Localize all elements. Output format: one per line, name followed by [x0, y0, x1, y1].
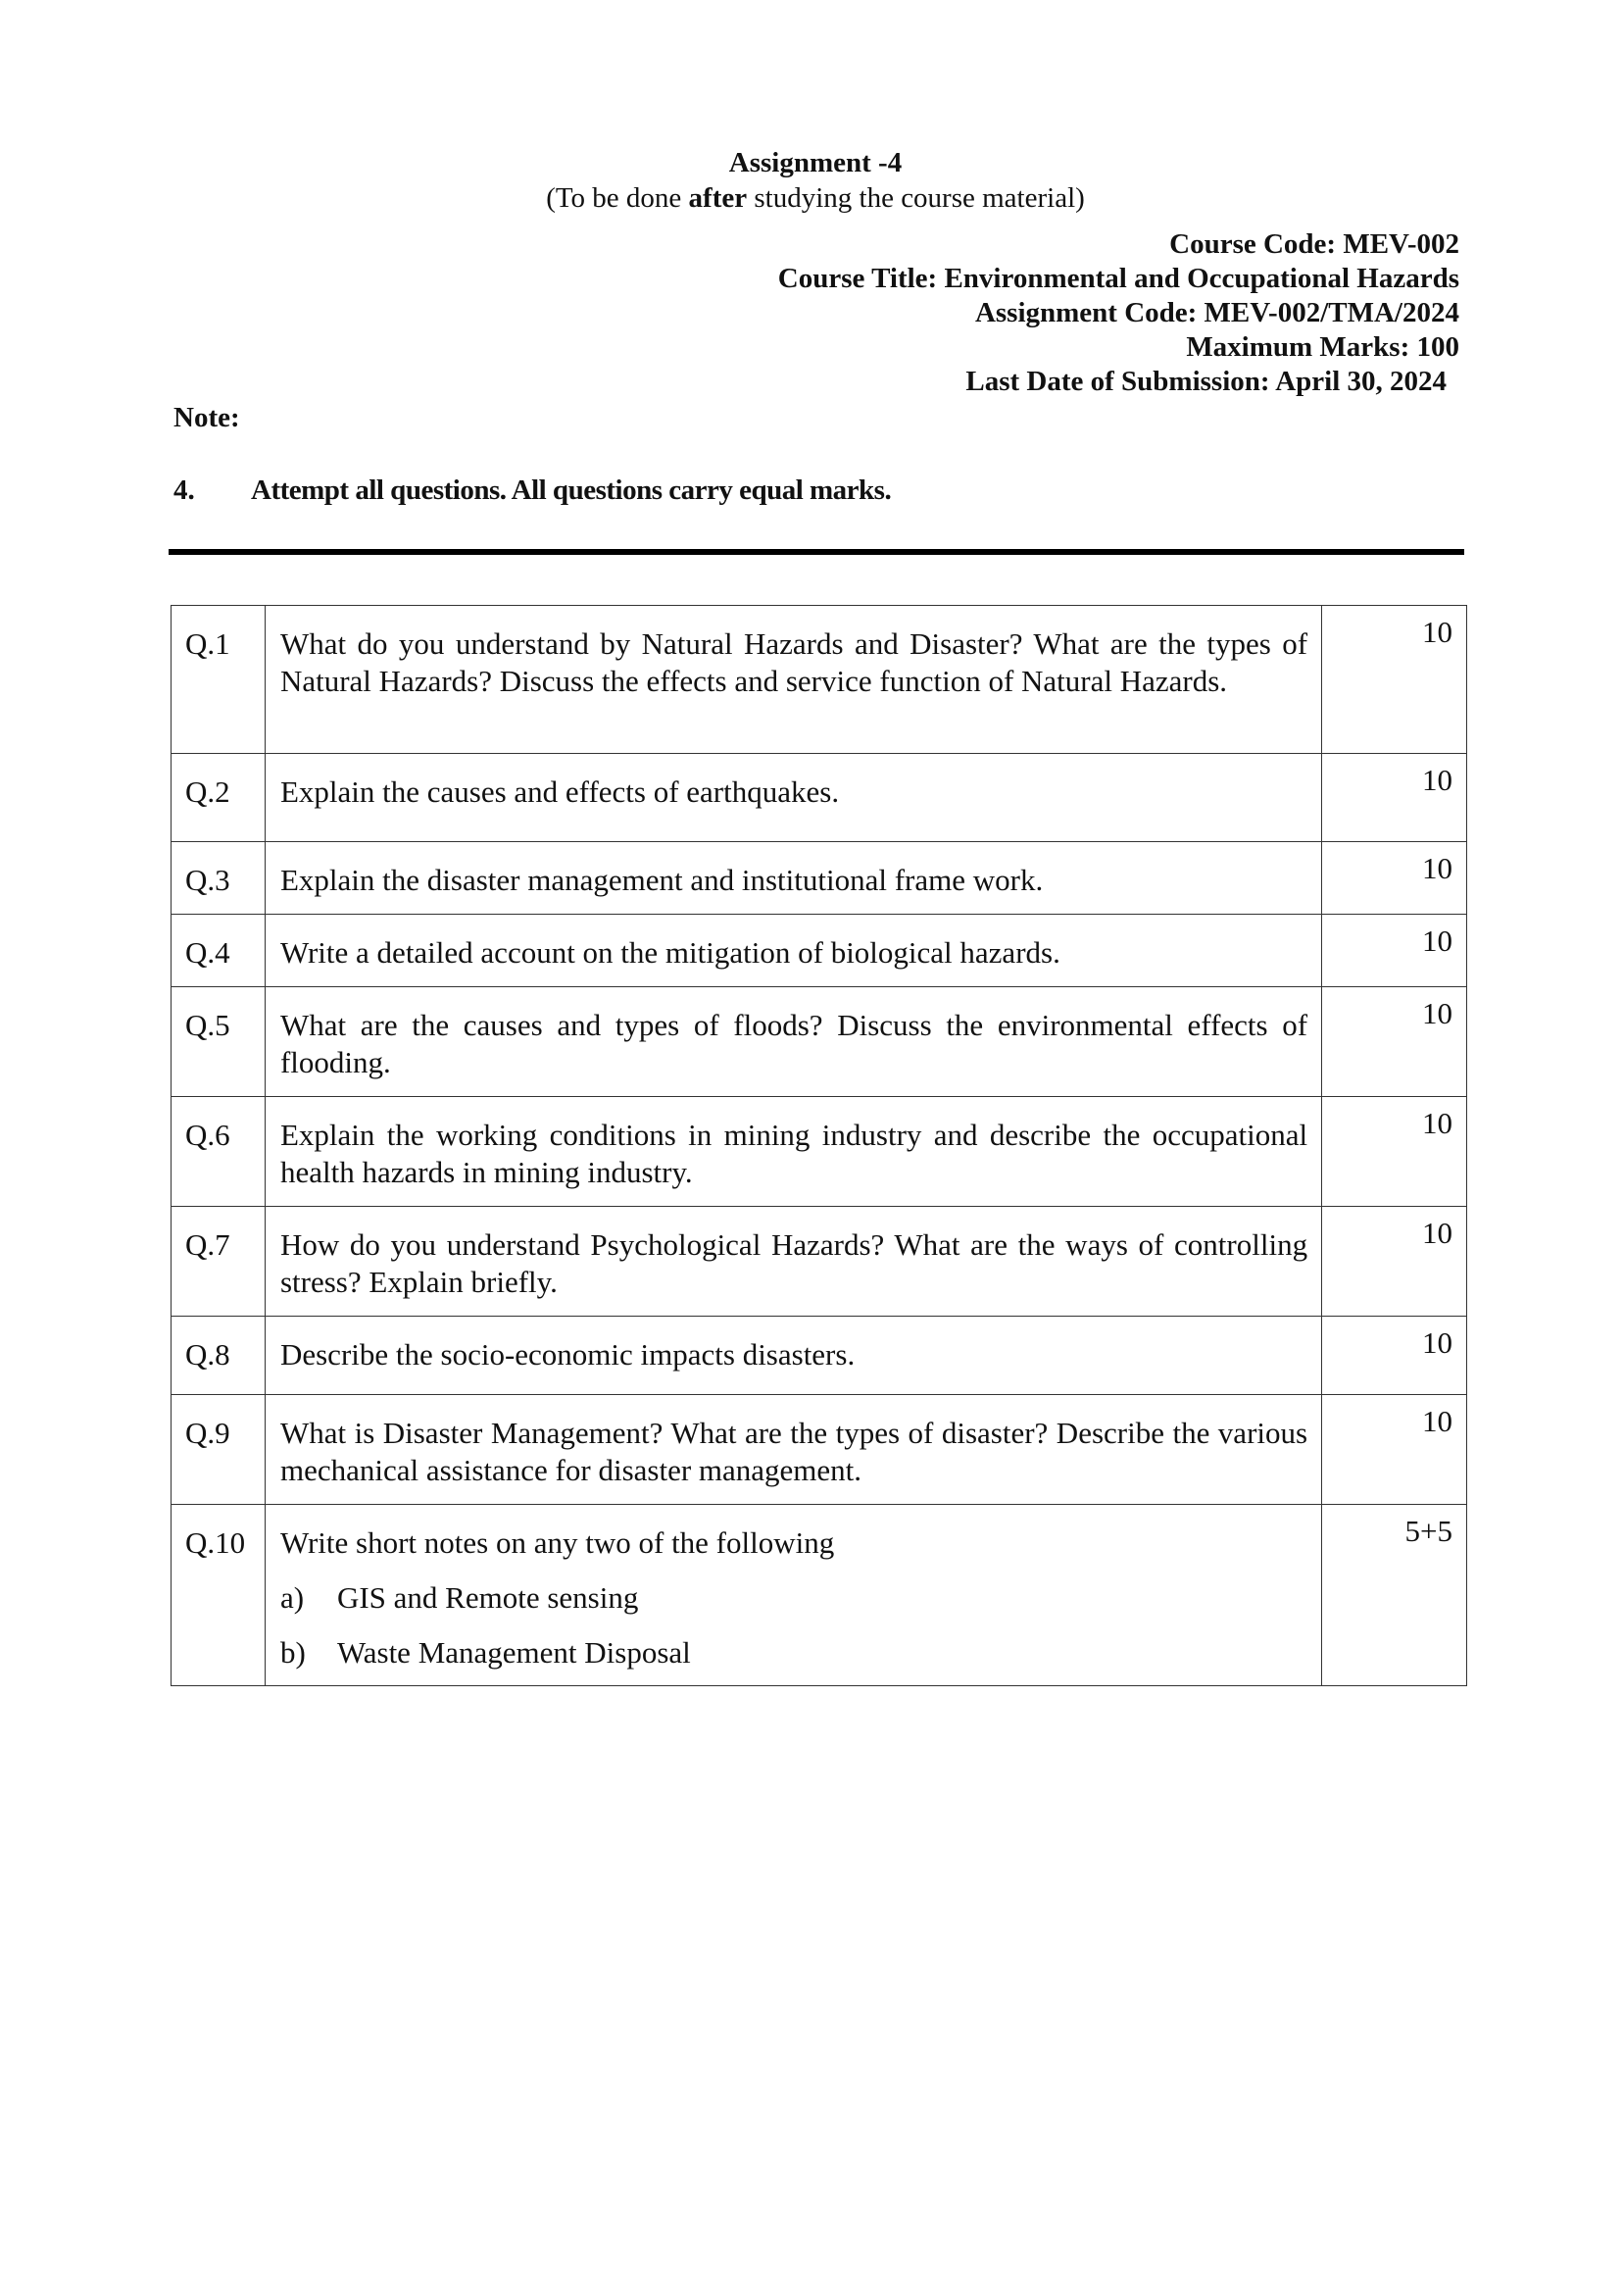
question-number: Q.6: [172, 1097, 266, 1207]
questions-table: [171, 605, 1467, 1686]
question-row: [172, 987, 1467, 1097]
subtitle-emphasis: after: [688, 182, 748, 214]
course-code: Course Code: MEV-002: [1169, 228, 1459, 260]
question-text: Explain the working conditions in mining industry and describe the occupational health hazards in mining industry.: [265, 1097, 1321, 1207]
question-text: What is Disaster Management? What are the types of disaster? Describe the various mechanical assistance for disaster management.: [265, 1395, 1321, 1505]
question-number: Q.1: [172, 606, 266, 754]
question-row: [172, 754, 1467, 842]
question-marks: 10: [1322, 987, 1467, 1097]
question-marks: 10: [1322, 606, 1467, 754]
question-number: Q.4: [172, 915, 266, 987]
last-date: Last Date of Submission: April 30, 2024: [965, 366, 1447, 397]
question-text: Write a detailed account on the mitigation of biological hazards.: [265, 915, 1321, 987]
question-row: [172, 1097, 1467, 1207]
question-number: Q.8: [172, 1317, 266, 1395]
question-marks: 10: [1322, 1207, 1467, 1317]
question-row: [172, 1207, 1467, 1317]
question-text: Describe the socio-economic impacts disasters.: [265, 1317, 1321, 1395]
question-text: What are the causes and types of floods? Discuss the environmental effects of flooding.: [265, 987, 1321, 1097]
sub-items-list: [280, 1579, 1307, 1672]
course-meta: [778, 227, 1459, 399]
question-number: Q.10: [172, 1505, 266, 1686]
question-marks: 10: [1322, 915, 1467, 987]
question-row: [172, 842, 1467, 915]
header: [0, 145, 1623, 216]
instruction-text: Attempt all questions. All questions carry equal marks.: [251, 474, 892, 506]
question-marks: 10: [1322, 1097, 1467, 1207]
subtitle-suffix: studying the course material): [747, 182, 1085, 214]
question-marks: 10: [1322, 842, 1467, 915]
divider-rule: [169, 549, 1464, 555]
question-marks: 5+5: [1322, 1505, 1467, 1686]
instruction: [173, 474, 891, 507]
question-row: [172, 606, 1467, 754]
sub-item-label: a): [279, 1580, 305, 1615]
question-marks: 10: [1322, 1317, 1467, 1395]
assignment-subtitle: [8, 180, 1623, 216]
note-label: Note:: [173, 402, 240, 433]
question-number: Q.7: [172, 1207, 266, 1317]
sub-item: [280, 1634, 1307, 1672]
question-marks: 10: [1322, 1395, 1467, 1505]
question-row: [172, 1395, 1467, 1505]
sub-item-label: b): [279, 1635, 306, 1670]
question-row: [172, 1317, 1467, 1395]
question-cell: [265, 1505, 1321, 1686]
question-marks: 10: [1322, 754, 1467, 842]
sub-item-text: GIS and Remote sensing: [336, 1580, 639, 1615]
question-text: Explain the causes and effects of earthquakes.: [265, 754, 1321, 842]
question-row: [172, 1505, 1467, 1686]
question-row: [172, 915, 1467, 987]
course-title: Course Title: Environmental and Occupational Hazards: [777, 263, 1459, 294]
assignment-code: Assignment Code: MEV-002/TMA/2024: [974, 297, 1459, 328]
question-number: Q.5: [172, 987, 266, 1097]
subtitle-prefix: (To be done: [546, 182, 689, 214]
assignment-title: Assignment -4: [728, 147, 903, 178]
question-number: Q.3: [172, 842, 266, 915]
maximum-marks: Maximum Marks: 100: [1186, 331, 1459, 363]
instruction-number: 4.: [173, 474, 195, 506]
question-text: Write short notes on any two of the following: [279, 1525, 835, 1560]
question-text: How do you understand Psychological Hazards? What are the ways of controlling stress? Explain briefly.: [265, 1207, 1321, 1317]
question-text: What do you understand by Natural Hazards and Disaster? What are the types of Natural Hazards? Discuss the effects and service function of Natural Hazards.: [265, 606, 1321, 754]
sub-item: [280, 1579, 1307, 1617]
sub-item-text: Waste Management Disposal: [336, 1635, 691, 1670]
question-number: Q.2: [172, 754, 266, 842]
question-number: Q.9: [172, 1395, 266, 1505]
question-text: Explain the disaster management and institutional frame work.: [265, 842, 1321, 915]
